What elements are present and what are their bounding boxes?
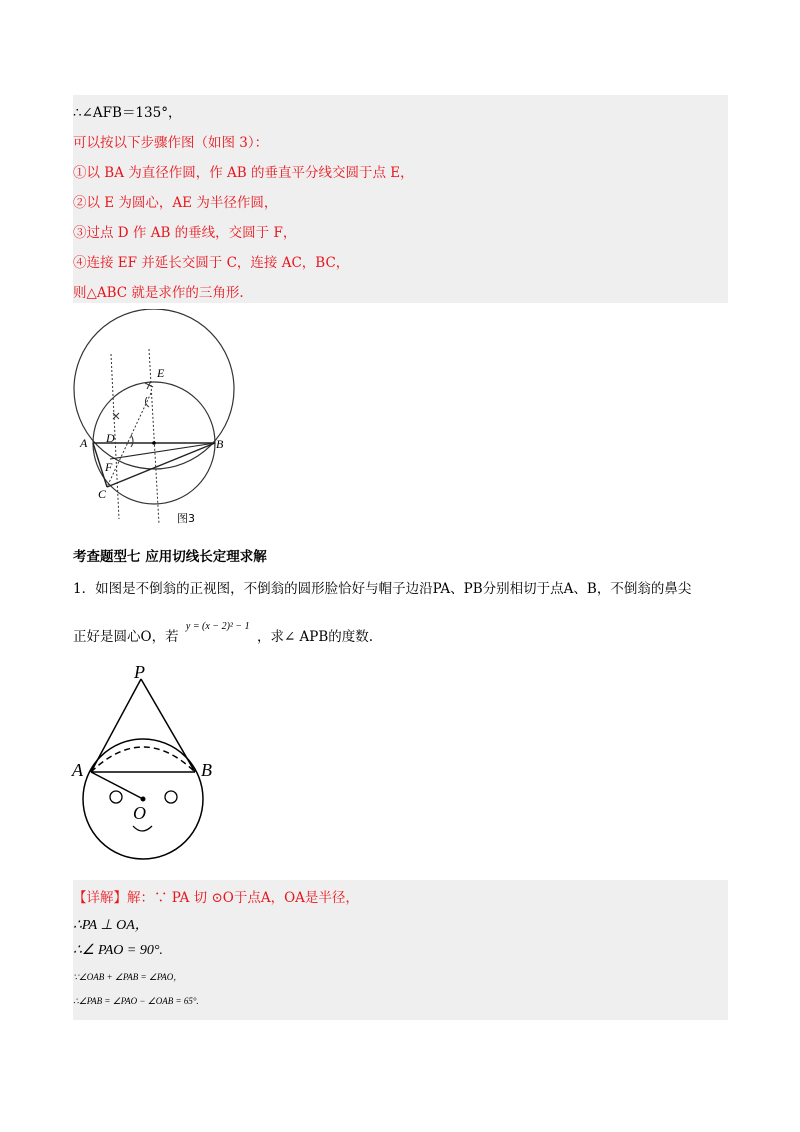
tumbler-label-a: A (72, 760, 83, 780)
fig3-label-a: A (80, 436, 88, 450)
tumbler-label-p: P (134, 662, 145, 682)
solution-line-1-text: 解：∵ PA 切 ⊙O于点A，OA是半径， (127, 890, 359, 906)
step-4: ④连接 EF 并延长交圆于 C，连接 AC，BC， (73, 255, 350, 271)
question-line-1: 1．如图是不倒翁的正视图，不倒翁的圆形脸恰好与帽子边沿PA、PB分别相切于点A、B，不倒翁的鼻尖 (73, 581, 692, 597)
tumbler-label-b: B (201, 760, 212, 780)
step-2: ②以 E 为圆心，AE 为半径作圆， (73, 195, 278, 211)
fig3-label-d: D (106, 431, 115, 445)
solution-steps-block (73, 95, 728, 303)
section-title: 考查题型七 应用切线长定理求解 (73, 549, 267, 565)
solution-line-1 (73, 886, 359, 906)
question-line-2-prefix: 正好是圆心O，若 (73, 629, 179, 645)
angle-afb-line: ∴∠AFB＝135°， (73, 105, 182, 121)
question-line-2-suffix: ，求∠ APB的度数. (256, 629, 374, 645)
question-line-2 (73, 621, 374, 645)
step-3: ③过点 D 作 AB 的垂线，交圆于 F， (73, 225, 297, 241)
formula: y = (x − 2)² − 1 (185, 621, 250, 632)
figure-3-drawing (73, 309, 238, 529)
tumbler-drawing (70, 662, 230, 872)
step-1: ①以 BA 为直径作圆，作 AB 的垂直平分线交圆于点 E， (73, 165, 414, 181)
steps-intro: 可以按以下步骤作图（如图 3）： (73, 135, 269, 151)
tumbler-figure (70, 662, 230, 872)
fig3-label-c: C (98, 487, 107, 501)
solution-line-5: ∴∠PAB = ∠PAO − ∠OAB = 65°. (73, 996, 199, 1006)
conclusion: 则△ABC 就是求作的三角形. (73, 285, 244, 301)
detailed-solution-block (73, 880, 728, 1020)
solution-line-2: ∴PA ⊥ OA， (73, 918, 149, 933)
solution-line-3: ∴∠ PAO = 90°. (73, 943, 163, 958)
detail-tag: 【详解】 (73, 890, 127, 906)
fig3-caption: 图3 (177, 512, 195, 525)
figure-3 (73, 309, 238, 529)
tumbler-label-o: O (133, 803, 146, 823)
fig3-label-f: F (105, 460, 113, 474)
solution-line-4: ∵∠OAB + ∠PAB = ∠PAO， (73, 972, 183, 982)
fig3-label-e: E (157, 366, 165, 380)
fig3-label-b: B (216, 437, 224, 451)
